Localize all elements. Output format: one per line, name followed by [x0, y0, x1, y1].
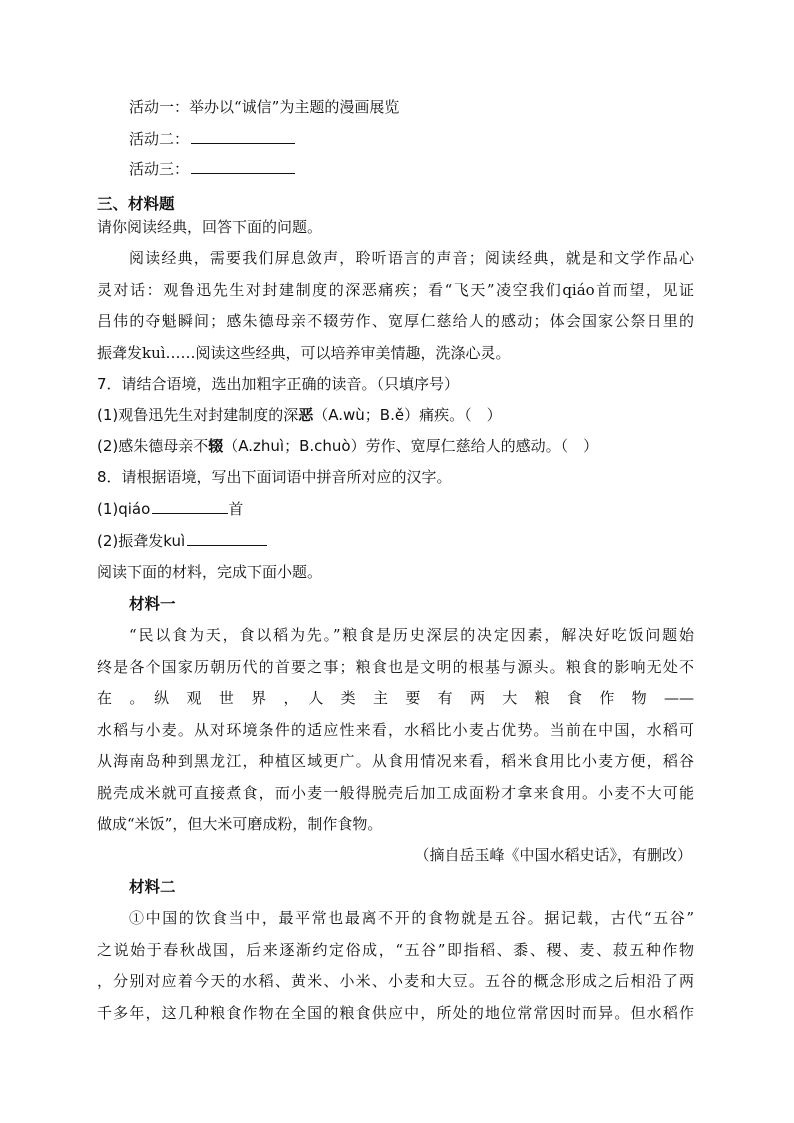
material-1-line: 终是各个国家历朝历代的首要之事；粮食也是文明的根基与源头。粮食的影响无处不 — [97, 658, 694, 676]
activity-3-blank[interactable] — [191, 158, 295, 174]
q7-item2-answer[interactable]: （A.zhuì；B.chuò）劳作、宽厚仁慈给人的感动。（ ） — [223, 437, 599, 455]
activity-1: 活动一：举办以“诚信”为主题的漫画展览 — [129, 98, 400, 116]
activity-2-blank[interactable] — [191, 128, 295, 144]
activity-3-label: 活动三： — [129, 160, 190, 178]
q7-item1-text: (1)观鲁迅先生对封建制度的深 — [97, 406, 299, 424]
activity-3 — [129, 158, 295, 180]
material-1-line: “民以食为天，食以稻为先。”粮食是历史深层的决定因素，解决好吃饭问题始 — [129, 626, 694, 644]
material-2-line: ，分别对应着今天的水稻、黄米、小米、小麦和大豆。五谷的概念形成之后相沿了两 — [97, 972, 694, 990]
material-2-line: 千多年，这几种粮食作物在全国的粮食供应中，所处的地位常常因时而异。但水稻作 — [97, 1004, 694, 1022]
q7-item1-bold: 恶 — [298, 406, 314, 424]
material-2-line: ①中国的饮食当中，最平常也最离不开的食物就是五谷。据记载，古代“五谷” — [129, 909, 694, 927]
q7-item2-text: (2)感朱德母亲不 — [97, 437, 209, 455]
material-1-title: 材料一 — [129, 595, 176, 613]
q8-item1-text: (1)qiáo — [97, 500, 151, 518]
question-8-item-1 — [97, 498, 243, 520]
q8-item2-text: (2)振聋发kuì — [97, 532, 186, 550]
passage-line: 阅读经典，需要我们屏息敛声，聆听语言的声音；阅读经典，就是和文学作品心 — [129, 249, 694, 267]
question-8-item-2 — [97, 530, 267, 552]
reading-intro: 阅读下面的材料，完成下面小题。 — [97, 563, 323, 581]
material-1-line: 做成“米饭”，但大米可磨成粉，制作食物。 — [97, 815, 383, 833]
question-8-stem: 8．请根据语境，写出下面词语中拼音所对应的汉字。 — [97, 468, 452, 486]
material-2-line: 之说始于春秋战国，后来逐渐约定俗成，“五谷”即指稻、黍、稷、麦、菽五种作物 — [97, 941, 694, 959]
q7-item1-answer[interactable]: （A.wù；B.ě）痛疾。（ ） — [313, 406, 502, 424]
material-1-line: 从海南岛种到黑龙江，种植区域更广。从食用情况来看，稻米食用比小麦方便，稻谷 — [97, 752, 694, 770]
question-7-stem: 7．请结合语境，选出加粗字正确的读音。（只填序号） — [97, 375, 460, 393]
section-intro: 请你阅读经典，回答下面的问题。 — [97, 218, 323, 236]
q8-item1-suffix: 首 — [228, 500, 244, 518]
section-title: 三、材料题 — [97, 195, 175, 213]
passage-line: 振聋发kuì……阅读这些经典，可以培养审美情趣，洗涤心灵。 — [97, 344, 511, 362]
material-1-line: 脱壳成米就可直接煮食，而小麦一般得脱壳后加工成面粉才拿来食用。小麦不大可能 — [97, 784, 694, 802]
material-2-title: 材料二 — [129, 878, 176, 896]
question-7-item-2 — [97, 435, 598, 457]
material-1-source: （摘自岳玉峰《中国水稻史话》，有删改） — [414, 846, 692, 864]
q8-item2-blank[interactable] — [187, 530, 267, 546]
passage-line: 灵对话：观鲁迅先生对封建制度的深恶痛疾；看“飞天”凌空我们qiáo首而望，见证 — [97, 281, 694, 299]
material-1-line: 在 。 纵 观 世 界 ， 人 类 主 要 有 两 大 粮 食 作 物 —— — [97, 689, 694, 707]
material-1-line: 水稻与小麦。从对环境条件的适应性来看，水稻比小麦占优势。当前在中国，水稻可 — [97, 721, 694, 739]
q7-item2-bold: 辍 — [208, 437, 224, 455]
activity-2-label: 活动二： — [129, 130, 190, 148]
passage-line: 吕伟的夺魁瞬间；感朱德母亲不辍劳作、宽厚仁慈给人的感动；体会国家公祭日里的 — [97, 312, 694, 330]
question-7-item-1 — [97, 404, 502, 426]
activity-2 — [129, 128, 295, 150]
q8-item1-blank[interactable] — [152, 498, 228, 514]
